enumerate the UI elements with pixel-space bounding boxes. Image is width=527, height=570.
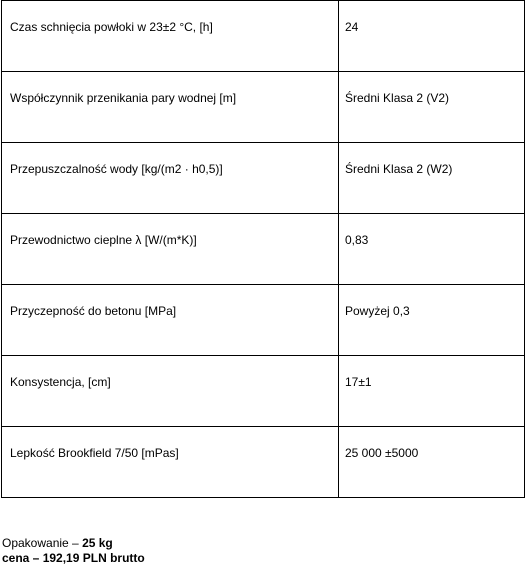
param-name: Czas schnięcia powłoki w 23±2 °C, [h] <box>2 1 339 72</box>
param-value: 17±1 <box>339 356 525 427</box>
price-line <box>2 551 145 566</box>
product-footer <box>2 536 145 566</box>
table-row <box>2 214 525 285</box>
param-name: Lepkość Brookfield 7/50 [mPas] <box>2 427 339 498</box>
packaging-value: 25 kg <box>82 536 113 550</box>
table-row <box>2 143 525 214</box>
param-value: Powyżej 0,3 <box>339 285 525 356</box>
param-name: Przyczepność do betonu [MPa] <box>2 285 339 356</box>
param-name: Przewodnictwo cieplne λ [W/(m*K)] <box>2 214 339 285</box>
param-value: Średni Klasa 2 (V2) <box>339 72 525 143</box>
table-row <box>2 72 525 143</box>
param-value: 24 <box>339 1 525 72</box>
table-row <box>2 1 525 72</box>
param-value: 25 000 ±5000 <box>339 427 525 498</box>
param-value: Średni Klasa 2 (W2) <box>339 143 525 214</box>
packaging-label: Opakowanie – <box>2 536 83 550</box>
table-row <box>2 427 525 498</box>
table-row <box>2 356 525 427</box>
packaging-line <box>2 536 145 551</box>
param-name: Przepuszczalność wody [kg/(m2 · h0,5)] <box>2 143 339 214</box>
spec-table <box>1 0 525 498</box>
table-row <box>2 285 525 356</box>
param-name: Współczynnik przenikania pary wodnej [m] <box>2 72 339 143</box>
price-label: cena – <box>2 551 43 565</box>
param-name: Konsystencja, [cm] <box>2 356 339 427</box>
price-value: 192,19 PLN brutto <box>42 551 145 565</box>
param-value: 0,83 <box>339 214 525 285</box>
